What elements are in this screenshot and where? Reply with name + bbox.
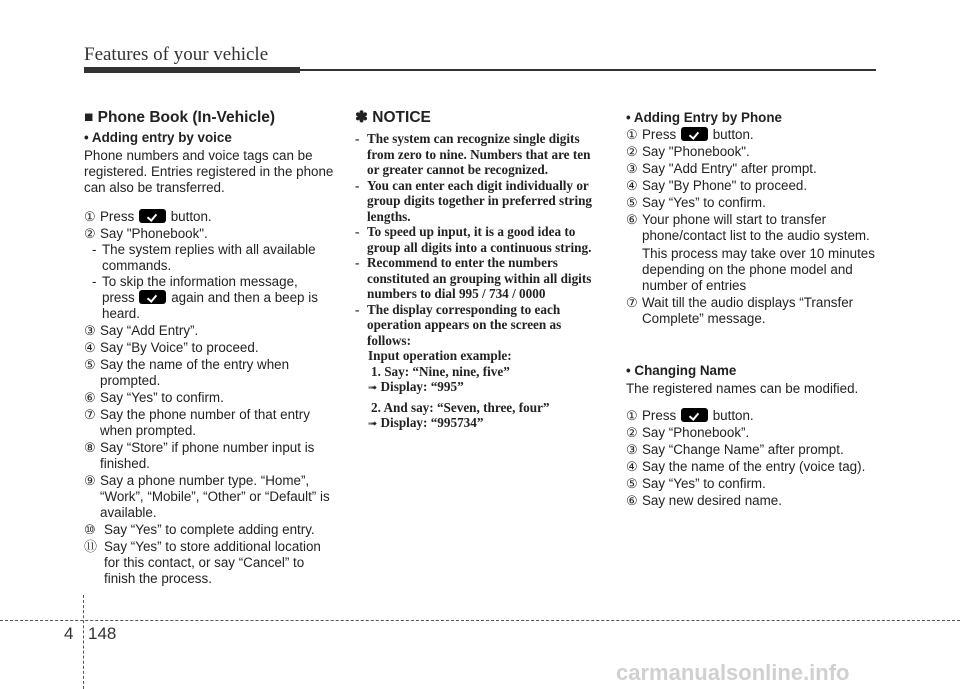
talk-button-icon [681,408,708,422]
phone-step-7: ⑦ Wait till the audio displays “Transfer Complete” message. [626,295,854,326]
notice-item: - Recommend to enter the numbers constituted an grouping within all digits numbers to dial 995 / 734 / 0000 [355,255,592,301]
changing-name-intro: The registered names can be modified. [626,381,859,396]
phone-step-5: ⑤ Say “Yes” to confirm. [626,195,766,210]
notice-item: - To speed up input, it is a good idea to group all digits into a continuous string. [355,224,592,255]
right-arrow-icon: ➟ [368,417,378,430]
name-step-2: ② Say “Phonebook”. [626,425,750,440]
page-number: 148 [88,624,117,643]
phone-step-6: ⑥ Your phone will start to transfer phone/contact list to the audio system. [626,212,870,243]
name-step-6: ⑥ Say new desired name. [626,493,782,508]
step-2: ② Say "Phonebook". [84,226,208,241]
step-10: ⑩ Say “Yes” to complete adding entry. [84,522,315,537]
step-4: ④ Say “By Voice” to proceed. [84,340,259,355]
phone-step-4: ④ Say "By Phone" to proceed. [626,178,808,193]
column-phone-and-name [626,110,878,509]
step-5: ⑤ Say the name of the entry when prompted. [84,357,290,388]
page-header-title: Features of your vehicle [84,44,269,65]
header-bar [84,67,300,73]
example-1-say: 1. Say: “Nine, nine, five” [371,363,510,379]
step-7: ⑦ Say the phone number of that entry when prompted. [84,407,310,438]
notice-item: - You can enter each digit individually or group digits together in preferred string lengths. [355,177,593,224]
phone-step-3: ③ Say "Add Entry" after prompt. [626,161,817,176]
example-title: Input operation example: [368,348,512,363]
notice-item: - The display corresponding to each operation appears on the screen as follows: [355,301,562,348]
example-2-display: ➟ Display: “995734” [368,415,484,430]
talk-button-icon [681,127,708,141]
chapter-number: 4 [64,624,74,643]
notice-title: ✽ NOTICE [355,109,431,126]
header-rule [300,69,876,71]
footer-rule [0,620,960,621]
step-9: ⑨ Say a phone number type. “Home”, “Work”, “Mobile”, “Other” or “Default” is available. [84,473,330,520]
phone-step-2: ② Say "Phonebook". [626,144,750,159]
step-1: ① Press button. [84,209,212,224]
name-step-3: ③ Say “Change Name” after prompt. [626,442,844,457]
name-step-1: ① Press button. [626,408,754,423]
step-6: ⑥ Say “Yes” to confirm. [84,390,224,405]
subhead-adding-by-voice: • Adding entry by voice [84,130,232,145]
watermark: carmanualsonline.info [616,660,850,685]
name-step-5: ⑤ Say “Yes” to confirm. [626,476,766,491]
step-3: ③ Say “Add Entry”. [84,323,199,338]
column-phone-book-voice [84,110,334,587]
column-notice [355,110,605,432]
example-1-display: ➟ Display: “995” [368,379,464,394]
step-2-sub-1: - The system replies with all available commands. [92,242,316,273]
subhead-changing-name: • Changing Name [626,363,737,378]
section-title: ■ Phone Book (In-Vehicle) [84,109,276,126]
talk-button-icon [139,290,166,304]
subhead-adding-by-phone: • Adding Entry by Phone [626,110,782,125]
step-11: ⑪ Say “Yes” to store additional location for this contact, or say “Cancel” to finish the process. [84,539,321,586]
right-arrow-icon: ➟ [368,381,378,394]
notice-item: - The system can recognize single digits from zero to nine. Numbers that are ten or greater cannot be recognized. [355,131,591,177]
phone-step-1: ① Press button. [626,127,754,142]
footer-divider [83,595,84,689]
notice-body [355,131,605,432]
talk-button-icon [139,209,166,223]
step-8: ⑧ Say “Store” if phone number input is finished. [84,440,315,471]
phone-step-6-note: This process may take over 10 minutes depending on the phone model and number of entries [642,246,875,293]
step-2-sub-2: - To skip the information message, press again and then a beep is heard. [92,274,318,321]
example-2-say: 2. And say: “Seven, three, four” [371,399,550,415]
intro-paragraph: Phone numbers and voice tags can be registered. Entries registered in the phone can also be transferred. [84,148,334,195]
name-step-4: ④ Say the name of the entry (voice tag). [626,459,866,474]
